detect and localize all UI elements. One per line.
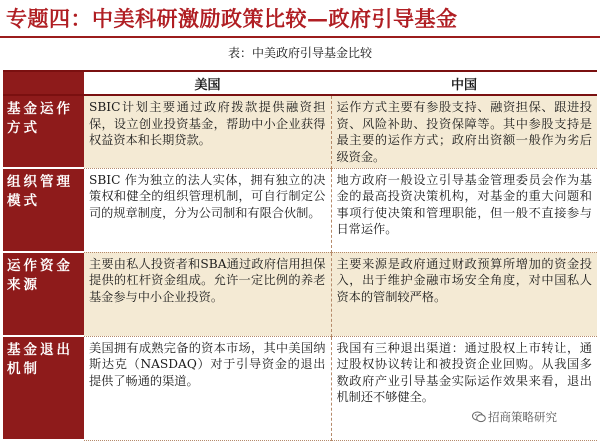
table-header-row	[3, 71, 597, 95]
cell-us: 主要由私人投资者和SBA通过政府信用担保提供的杠杆资金组成。允许一定比例的养老基金参与中小企业投资。	[84, 252, 331, 336]
watermark-text: 招商策略研究	[488, 410, 557, 424]
cell-cn: 运作方式主要有参股支持、融资担保、跟进投资、风险补助、投资保障等。其中参股支持是最主要的运作方式；政府出资额一般作为劣后级资金。	[331, 95, 597, 168]
watermark	[472, 409, 557, 425]
cell-us: SBIC 作为独立的法人实体，拥有独立的决策权和健全的组织管理机制，可自行制定公司的规章制度，分为公司制和有限合伙制。	[84, 168, 331, 252]
column-header-cn: 中国	[331, 71, 597, 95]
comparison-table	[3, 70, 597, 441]
cell-cn: 地方政府一般设立引导基金管理委员会作为基金的最高投资决策机构，对基金的重大问题和事项行使决策和管理职能，但一般不直接参与日常运作。	[331, 168, 597, 252]
column-header-us: 美国	[84, 71, 331, 95]
cell-us: 美国拥有成熟完备的资本市场，其中美国纳斯达克（NASDAQ）对于引导资金的退出提供了畅通的渠道。	[84, 336, 331, 440]
header-bar	[0, 0, 600, 38]
wechat-icon	[472, 411, 486, 423]
cell-cn: 我国有三种退出渠道：通过股权上市转让，通过股权协议转让和被投资企业回购。从我国多数政府产业引导基金实际运作效果来看，退出机制还不够健全。	[331, 336, 597, 440]
page-title: 专题四：中美科研激励政策比较—政府引导基金	[6, 6, 458, 31]
row-label: 基金退出机制	[3, 336, 84, 440]
cell-cn: 主要来源是政府通过财政预算所增加的资金投入，出于维护金融市场安全角度，对中国私人资本的管制较严格。	[331, 252, 597, 336]
row-label: 运作资金来源	[3, 252, 84, 336]
table-row	[3, 95, 597, 168]
table-row	[3, 252, 597, 336]
row-label: 组织管理模式	[3, 168, 84, 252]
row-label: 基金运作方式	[3, 95, 84, 168]
table-caption: 表：中美政府引导基金比较	[227, 46, 372, 60]
cell-us: SBIC计划主要通过政府拨款提供融资担保，设立创业投资基金，帮助中小企业获得权益资本和长期贷款。	[84, 95, 331, 168]
table-row	[3, 168, 597, 252]
header-corner-cell	[3, 71, 84, 95]
